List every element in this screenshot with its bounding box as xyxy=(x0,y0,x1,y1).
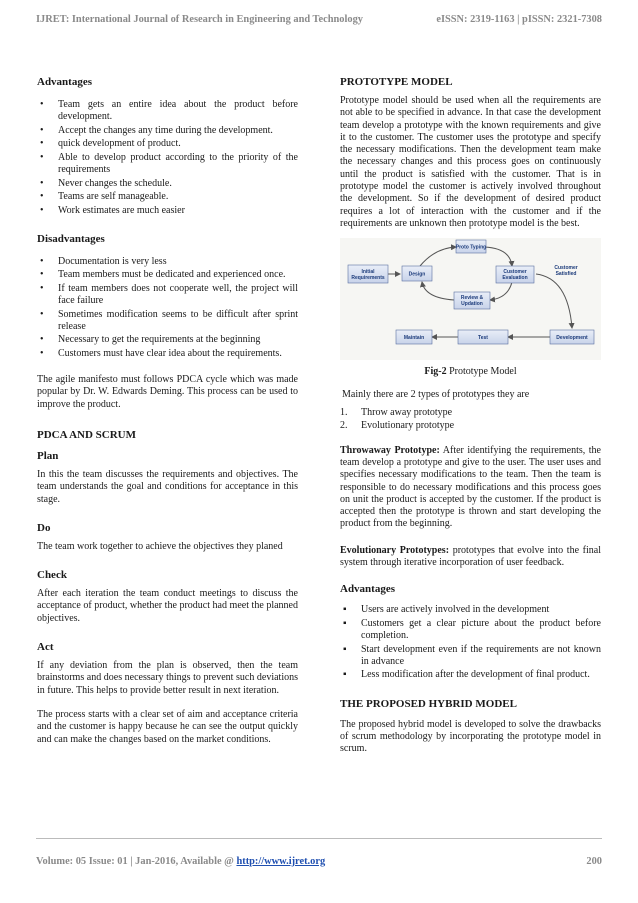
list-item: 2. Evolutionary prototype xyxy=(340,420,455,432)
svg-text:Updation: Updation xyxy=(461,301,483,308)
types-intro: Mainly there are 2 types of prototypes they are xyxy=(342,388,530,400)
node-customer-evaluation xyxy=(496,266,534,283)
throwaway-paragraph: Throwaway Prototype: After identifying the requirements, the team develop a prototype and give to the user. The user uses and specifies necessary modifications to the team. Then the team is responsible to do necessary modifications and this process goes on unit the product is accepted by the customer. If the product is accepted then the prototype is thrown and start developing the product from the beginning. xyxy=(340,444,601,530)
pdca-heading: PDCA AND SCRUM xyxy=(37,429,136,441)
prototype-model-heading: PROTOTYPE MODEL xyxy=(340,76,453,88)
node-initial-requirements xyxy=(348,265,388,283)
check-heading: Check xyxy=(37,569,67,582)
prototype-paragraph: Prototype model should be used when all the requirements are not able to be specified in advance. In that case the development team develop a prototype with the known requirements and give it to the customer. The customer uses the prototype and specify the necessary modifications. Then the development team make the necessary changes and this process goes on continuously until the product is satisfied with the customer. That is in prototype model the customer is actively involved throughout the development. So if the development of desired product requires a lot of interaction with the customer and if the requirements are unknown then prototype model is the best. xyxy=(340,95,601,229)
node-development xyxy=(550,330,594,344)
list-item: • Team members must be dedicated and experienced once. xyxy=(37,269,298,281)
svg-text:Review &: Review & xyxy=(460,295,484,302)
arrow-satisfied-to-development xyxy=(536,274,572,328)
list-item: ▪ Customers get a clear picture about the product before completion. xyxy=(340,618,601,643)
list-item: • Work estimates are much easier xyxy=(37,205,298,217)
svg-text:Initial: Initial xyxy=(361,269,375,276)
do-heading: Do xyxy=(37,521,51,534)
node-test xyxy=(458,330,508,344)
node-review-updation xyxy=(454,292,490,309)
list-item: • Customers must have clear idea about the requirements. xyxy=(37,348,298,360)
list-item: • Accept the changes any time during the development. xyxy=(37,125,298,137)
prototype-types-list xyxy=(340,407,601,433)
prototype-advantages-heading: Advantages xyxy=(340,583,396,596)
act-paragraph: If any deviation from the plan is observed, then the team brainstorms and does necessary things to prevent such deviations in future. This helps to provide better result in next iteration. xyxy=(37,660,298,696)
plan-paragraph: In this the team discusses the requirements and objectives. The team understands the goal and conditions for acceptance in this stage. xyxy=(37,469,298,505)
svg-text:Satisfied: Satisfied xyxy=(555,271,577,278)
footer-divider xyxy=(36,838,602,839)
journal-title: IJRET: International Journal of Research in Engineering and Technology xyxy=(36,14,363,25)
page-footer xyxy=(36,856,602,867)
arrow-design-to-prototyping xyxy=(420,247,456,266)
svg-text:Proto Typing: Proto Typing xyxy=(455,244,487,251)
agile-advantages-list xyxy=(37,99,298,217)
arrow-review-to-design xyxy=(422,282,454,300)
svg-text:Customer: Customer xyxy=(503,269,527,276)
svg-text:Requirements: Requirements xyxy=(351,275,385,282)
label-customer-satisfied xyxy=(554,265,577,277)
svg-text:Evaluation: Evaluation xyxy=(502,275,528,282)
list-item: ▪ Less modification after the development of final product. xyxy=(340,669,601,681)
prototype-advantages-list xyxy=(340,604,601,681)
hybrid-paragraph: The proposed hybrid model is developed to solve the drawbacks of scrum methodology by incorporating the prototype model in scrum. xyxy=(340,718,601,755)
svg-text:Customer: Customer xyxy=(554,265,578,272)
act-heading: Act xyxy=(37,641,54,654)
evolutionary-label: Evolutionary Prototypes: xyxy=(340,544,450,556)
figure-title: Prototype Model xyxy=(449,366,517,378)
figure-label: Fig-2 xyxy=(424,366,447,378)
node-design xyxy=(402,266,432,281)
hybrid-model-heading: THE PROPOSED HYBRID MODEL xyxy=(340,697,517,710)
process-paragraph: The process starts with a clear set of aim and acceptance criteria and the customer is happy because he can see the output quickly and can make the changes based on the market conditions. xyxy=(37,708,298,745)
journal-link[interactable]: http://www.ijret.org xyxy=(236,856,326,867)
list-item: • Documentation is very less xyxy=(37,256,298,268)
list-item: • If team members does not cooperate well, the project will face failure xyxy=(37,283,298,308)
agile-disadvantages-list xyxy=(37,256,298,360)
list-item: 1. Throw away prototype xyxy=(340,406,453,418)
plan-heading: Plan xyxy=(37,450,59,462)
list-item: • Necessary to get the requirements at the beginning xyxy=(37,334,298,346)
node-proto-typing xyxy=(456,240,486,253)
footer-citation: Volume: 05 Issue: 01 | Jan-2016, Available @ http://www.ijret.org xyxy=(36,856,326,867)
list-item: • Sometimes modification seems to be difficult after sprint release xyxy=(37,309,298,334)
throwaway-label: Throwaway Prototype: xyxy=(340,444,440,456)
issn: eISSN: 2319-1163 | pISSN: 2321-7308 xyxy=(436,14,602,25)
prototype-model-figure xyxy=(340,238,601,360)
page-number: 200 xyxy=(586,856,602,867)
svg-text:Test: Test xyxy=(478,335,488,342)
check-paragraph: After each iteration the team conduct meetings to discuss the acceptance of product, whether the product had meet the planned objectives. xyxy=(37,588,298,624)
svg-text:Development: Development xyxy=(556,335,588,342)
svg-text:Maintain: Maintain xyxy=(403,335,425,342)
list-item: • Team gets an entire idea about the product before development. xyxy=(37,99,298,124)
prototype-model-diagram xyxy=(340,238,601,360)
evolutionary-paragraph: Evolutionary Prototypes: prototypes that evolve into the final system through iterative incorporation of user feedback. xyxy=(340,544,602,569)
advantages-heading: Advantages xyxy=(37,76,93,88)
page-header xyxy=(36,14,602,25)
manifesto-paragraph: The agile manifesto must follows PDCA cycle which was made popular by Dr. W. Edwards Deming. This process can be used to improve the product. xyxy=(37,374,298,410)
right-column xyxy=(340,76,601,756)
list-item: ▪ Start development even if the requirements are not known in advance xyxy=(340,644,601,669)
list-item: ▪ Users are actively involved in the development xyxy=(340,604,601,616)
node-maintain xyxy=(396,330,432,344)
list-item: • quick development of product. xyxy=(37,138,298,150)
figure-caption xyxy=(340,366,601,378)
arrow-evaluation-to-review xyxy=(490,282,512,300)
list-item: • Teams are self manageable. xyxy=(37,191,298,203)
svg-text:Design: Design xyxy=(408,271,426,278)
left-column xyxy=(37,76,298,746)
disadvantages-heading: Disadvantages xyxy=(37,232,105,245)
arrow-prototyping-to-evaluation xyxy=(484,247,512,266)
list-item: • Never changes the schedule. xyxy=(37,178,298,190)
list-item: • Able to develop product according to the priority of the requirements xyxy=(37,152,298,177)
do-paragraph: The team work together to achieve the objectives they planed xyxy=(37,540,283,552)
